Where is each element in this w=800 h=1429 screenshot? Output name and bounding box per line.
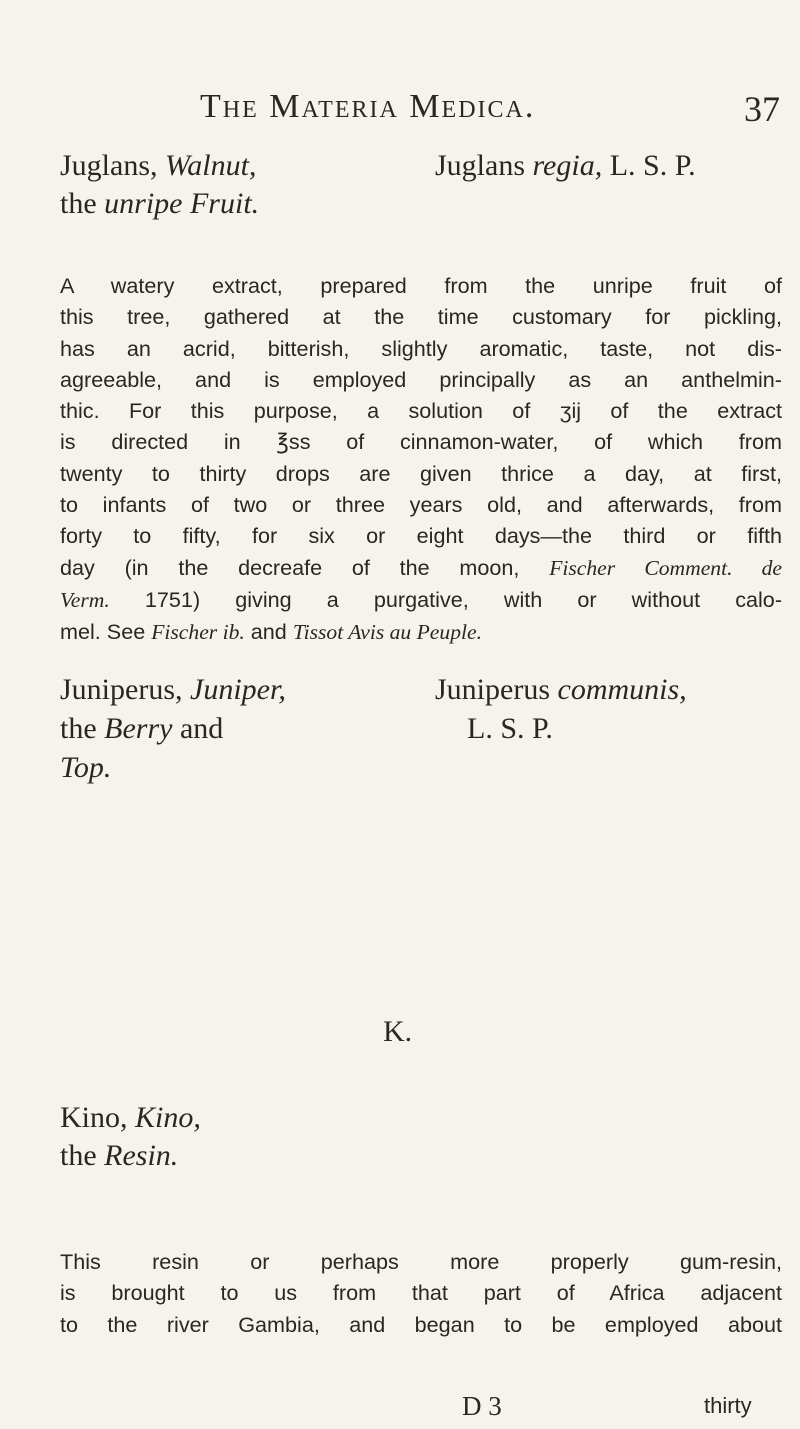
juglans-name: Juglans, <box>60 149 158 182</box>
text-line: thic. For this purpose, a solution of ʒij of the extract <box>60 398 782 424</box>
juglans-official <box>435 146 696 186</box>
kino-part-italic: Resin. <box>104 1139 179 1172</box>
text-line: has an acrid, bitterish, slightly aromatic, taste, not dis- <box>60 335 782 361</box>
text-line: this tree, gathered at the time customary for pickling, <box>60 304 782 330</box>
juniperus-official <box>435 670 687 710</box>
text-line: is directed in ℥ss of cinnamon-water, of which from <box>60 429 782 455</box>
juglans-english: Walnut, <box>165 149 257 182</box>
section-letter: K. <box>383 1015 413 1048</box>
text-line <box>60 616 782 648</box>
juglans-part-prefix: the <box>60 187 97 220</box>
kino-part <box>60 1136 178 1176</box>
citation-italic: Tissot Avis au Peuple. <box>292 620 482 645</box>
text-run: 1751) giving a purgative, with or without calo- <box>144 586 783 612</box>
kino-name: Kino, <box>60 1101 128 1134</box>
text-line: This resin or perhaps more properly gum-resin, <box>60 1249 782 1274</box>
juglans-heading <box>60 146 256 186</box>
signature-mark: D 3 <box>462 1391 502 1421</box>
juniperus-official-species: communis, <box>557 673 687 706</box>
text-run: mel. See <box>60 619 146 645</box>
citation-italic: Verm. <box>60 587 110 612</box>
page-number: 37 <box>744 89 780 129</box>
text-line: to infants of two or three years old, and afterwards, from <box>60 492 782 518</box>
text-line: A watery extract, prepared from the unripe fruit of <box>60 273 782 298</box>
text-line: is brought to us from that part of Africa adjacent <box>60 1280 782 1306</box>
text-run: and <box>250 619 287 645</box>
kino-heading <box>60 1098 201 1138</box>
running-head-title: The Materia Medica. <box>200 88 536 125</box>
text-line <box>60 552 782 584</box>
juniperus-part <box>60 709 223 749</box>
running-head <box>200 88 780 136</box>
kino-english: Kino, <box>135 1101 201 1134</box>
juniperus-name: Juniperus, <box>60 673 183 706</box>
text-line: to the river Gambia, and began to be employed about <box>60 1311 782 1337</box>
juglans-part <box>60 184 259 224</box>
juniperus-part-italic: Berry <box>104 712 173 745</box>
juniperus-official-name: Juniperus <box>435 673 550 706</box>
text-line: agreeable, and is employed principally as an anthelmin- <box>60 366 782 392</box>
kino-part-prefix: the <box>60 1139 97 1172</box>
text-line: forty to fifty, for six or eight days—the third or fifth <box>60 523 782 549</box>
catchword: thirty <box>704 1393 752 1418</box>
juglans-official-name: Juglans <box>435 149 525 182</box>
juniperus-pharmacopoeias: L. S. P. <box>467 712 553 745</box>
juniperus-top <box>60 748 111 788</box>
juniperus-part-prefix: the <box>60 712 97 745</box>
juniperus-heading <box>60 670 286 710</box>
citation-italic: Fischer Comment. de <box>549 555 783 580</box>
juniperus-top-italic: Top. <box>60 751 112 784</box>
citation-italic: Fischer ib. <box>151 620 245 645</box>
juniperus-part-suffix: and <box>179 712 224 745</box>
text-line: twenty to thirty drops are given thrice a day, at first, <box>60 460 782 486</box>
text-line <box>60 584 782 616</box>
juglans-official-species: regia, <box>532 149 603 182</box>
juglans-pharmacopoeias: L. S. P. <box>609 149 696 182</box>
juglans-description <box>60 270 782 649</box>
kino-description <box>60 1246 782 1340</box>
juglans-part-italic: unripe Fruit. <box>104 187 260 220</box>
text-run: day (in the decreafe of the moon, <box>60 554 520 580</box>
juniperus-english: Juniper, <box>190 673 286 706</box>
